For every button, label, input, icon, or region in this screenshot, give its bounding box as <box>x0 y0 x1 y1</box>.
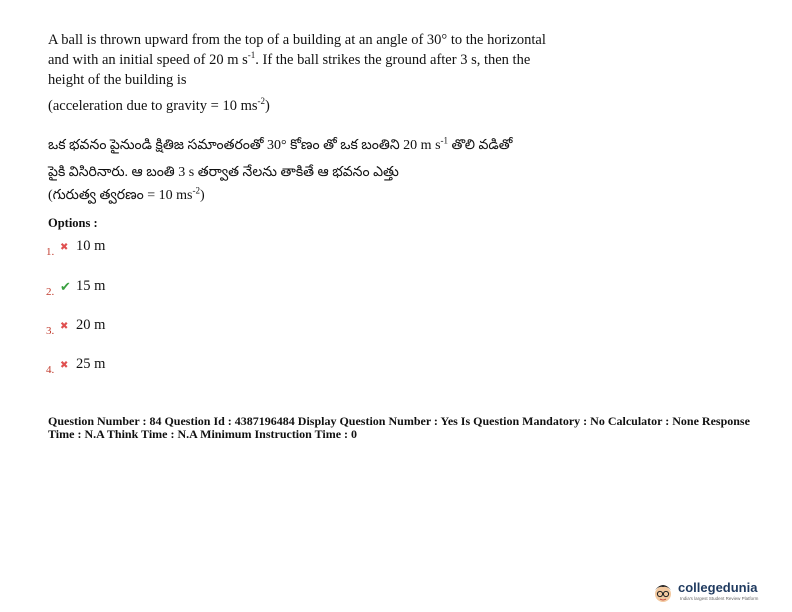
question-line: A ball is thrown upward from the top of a building at an angle of 30° to the horizontal <box>48 32 546 48</box>
question-metadata <box>48 415 768 441</box>
option-value: 25 m <box>76 356 106 372</box>
question-line: పైకి విసిరినారు. ఆ బంతి 3 s తర్వాత నేలను తాకితే ఆ భవనం ఎత్తు <box>48 165 399 180</box>
check-icon: ✔ <box>60 279 71 294</box>
logo-brand: collegedunia <box>678 580 758 595</box>
logo-tagline: India's largest Student Review Platform <box>680 596 759 601</box>
cross-icon: ✖ <box>60 242 69 253</box>
option-value: 20 m <box>76 317 106 333</box>
option-number: 2. <box>46 286 55 298</box>
option-value: 10 m <box>76 238 106 254</box>
options-label: Options : <box>48 216 98 230</box>
question-line: (గురుత్వ త్వరణం = 10 $ms^{-2}$) <box>48 185 205 203</box>
metadata-line: Time : N.A Think Time : N.A Minimum Instruction Time : 0 <box>48 427 358 441</box>
collegedunia-logo[interactable] <box>652 580 782 604</box>
mascot-icon <box>652 580 674 604</box>
question-english <box>48 30 588 116</box>
option-number: 1. <box>46 246 55 258</box>
cross-icon: ✖ <box>60 360 69 371</box>
question-line: (acceleration due to gravity = 10 $ms^{-2}$) <box>48 96 270 114</box>
cross-icon: ✖ <box>60 321 69 332</box>
question-line: height of the building is <box>48 72 187 88</box>
question-line: and with an initial speed of 20 m $s^{-1}$. If the ball strikes the ground after 3 s, then the <box>48 50 531 68</box>
question-telugu <box>48 132 608 206</box>
question-line: ఒక భవనం పైనుండి క్షితిజ సమాంతరంతో 30° కోణం తో ఒక బంతిని 20 m $s^{-1}$ తొలి వడితో <box>48 135 513 153</box>
option-value: 15 m <box>76 278 106 294</box>
option-number: 4. <box>46 364 55 376</box>
option-number: 3. <box>46 325 55 337</box>
metadata-line: Question Number : 84 Question Id : 4387196484 Display Question Number : Yes Is Question Mandatory : No Calculator : None Response <box>48 414 750 428</box>
